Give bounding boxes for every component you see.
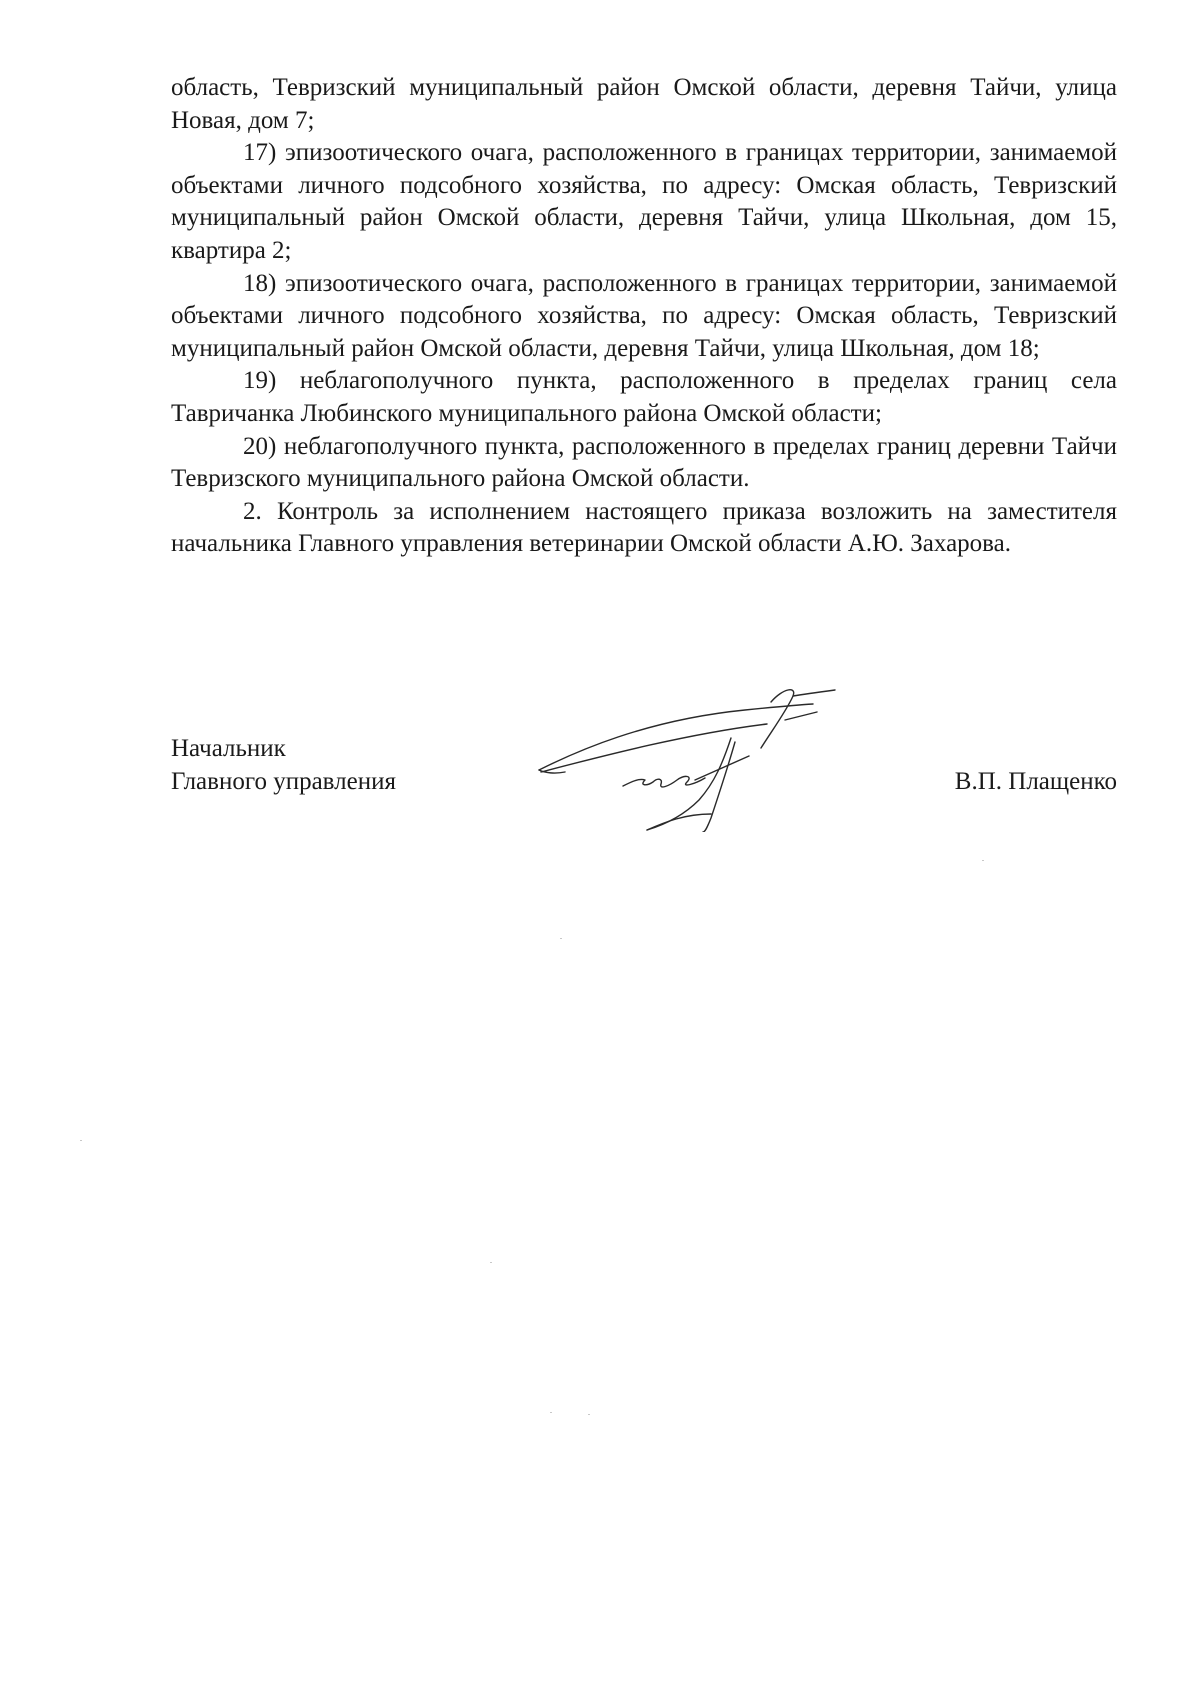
paragraph-item-18: 18) эпизоотического очага, расположенного в границах территории, занимаемой объектами личного подсобного хозяйства, по адресу: Омская область, Тевризский муниципальный район Омской области, деревня Тайчи, улица Школьная, дом 18; <box>171 269 1117 362</box>
scan-speck <box>982 860 984 861</box>
paragraph-item-20: 20) неблагополучного пункта, расположенного в пределах границ деревни Тайчи Тевризского муниципального района Омской области. <box>171 432 1117 493</box>
paragraph-address-continuation: область, Тевризский муниципальный район Омской области, деревня Тайчи, улица Новая, дом 7; <box>171 74 1117 134</box>
signatory-name: В.П. Плащенко <box>954 767 1117 795</box>
handwritten-signature <box>535 682 840 832</box>
signatory-position-line-1: Начальник <box>171 735 286 762</box>
signatory-position <box>171 733 396 798</box>
scan-speck <box>560 938 562 939</box>
signatory-position-line-2: Главного управления <box>171 767 396 795</box>
paragraph-item-19: 19) неблагополучного пункта, расположенного в пределах границ села Тавричанка Любинского муниципального района Омской области; <box>171 367 1117 427</box>
paragraph-control-clause: 2. Контроль за исполнением настоящего приказа возложить на заместителя начальника Главного управления ветеринарии Омской области А.Ю. Захарова. <box>171 497 1117 558</box>
scan-speck <box>550 1412 552 1413</box>
scan-speck <box>80 1140 82 1141</box>
scan-speck <box>490 1262 492 1263</box>
scan-speck <box>588 1414 590 1415</box>
document-body <box>171 72 1117 561</box>
paragraph-item-17: 17) эпизоотического очага, расположенного в границах территории, занимаемой объектами личного подсобного хозяйства, по адресу: Омская область, Тевризский муниципальный район Омской области, деревня Тайчи, улица Школьная, дом 15, квартира 2; <box>171 139 1117 264</box>
